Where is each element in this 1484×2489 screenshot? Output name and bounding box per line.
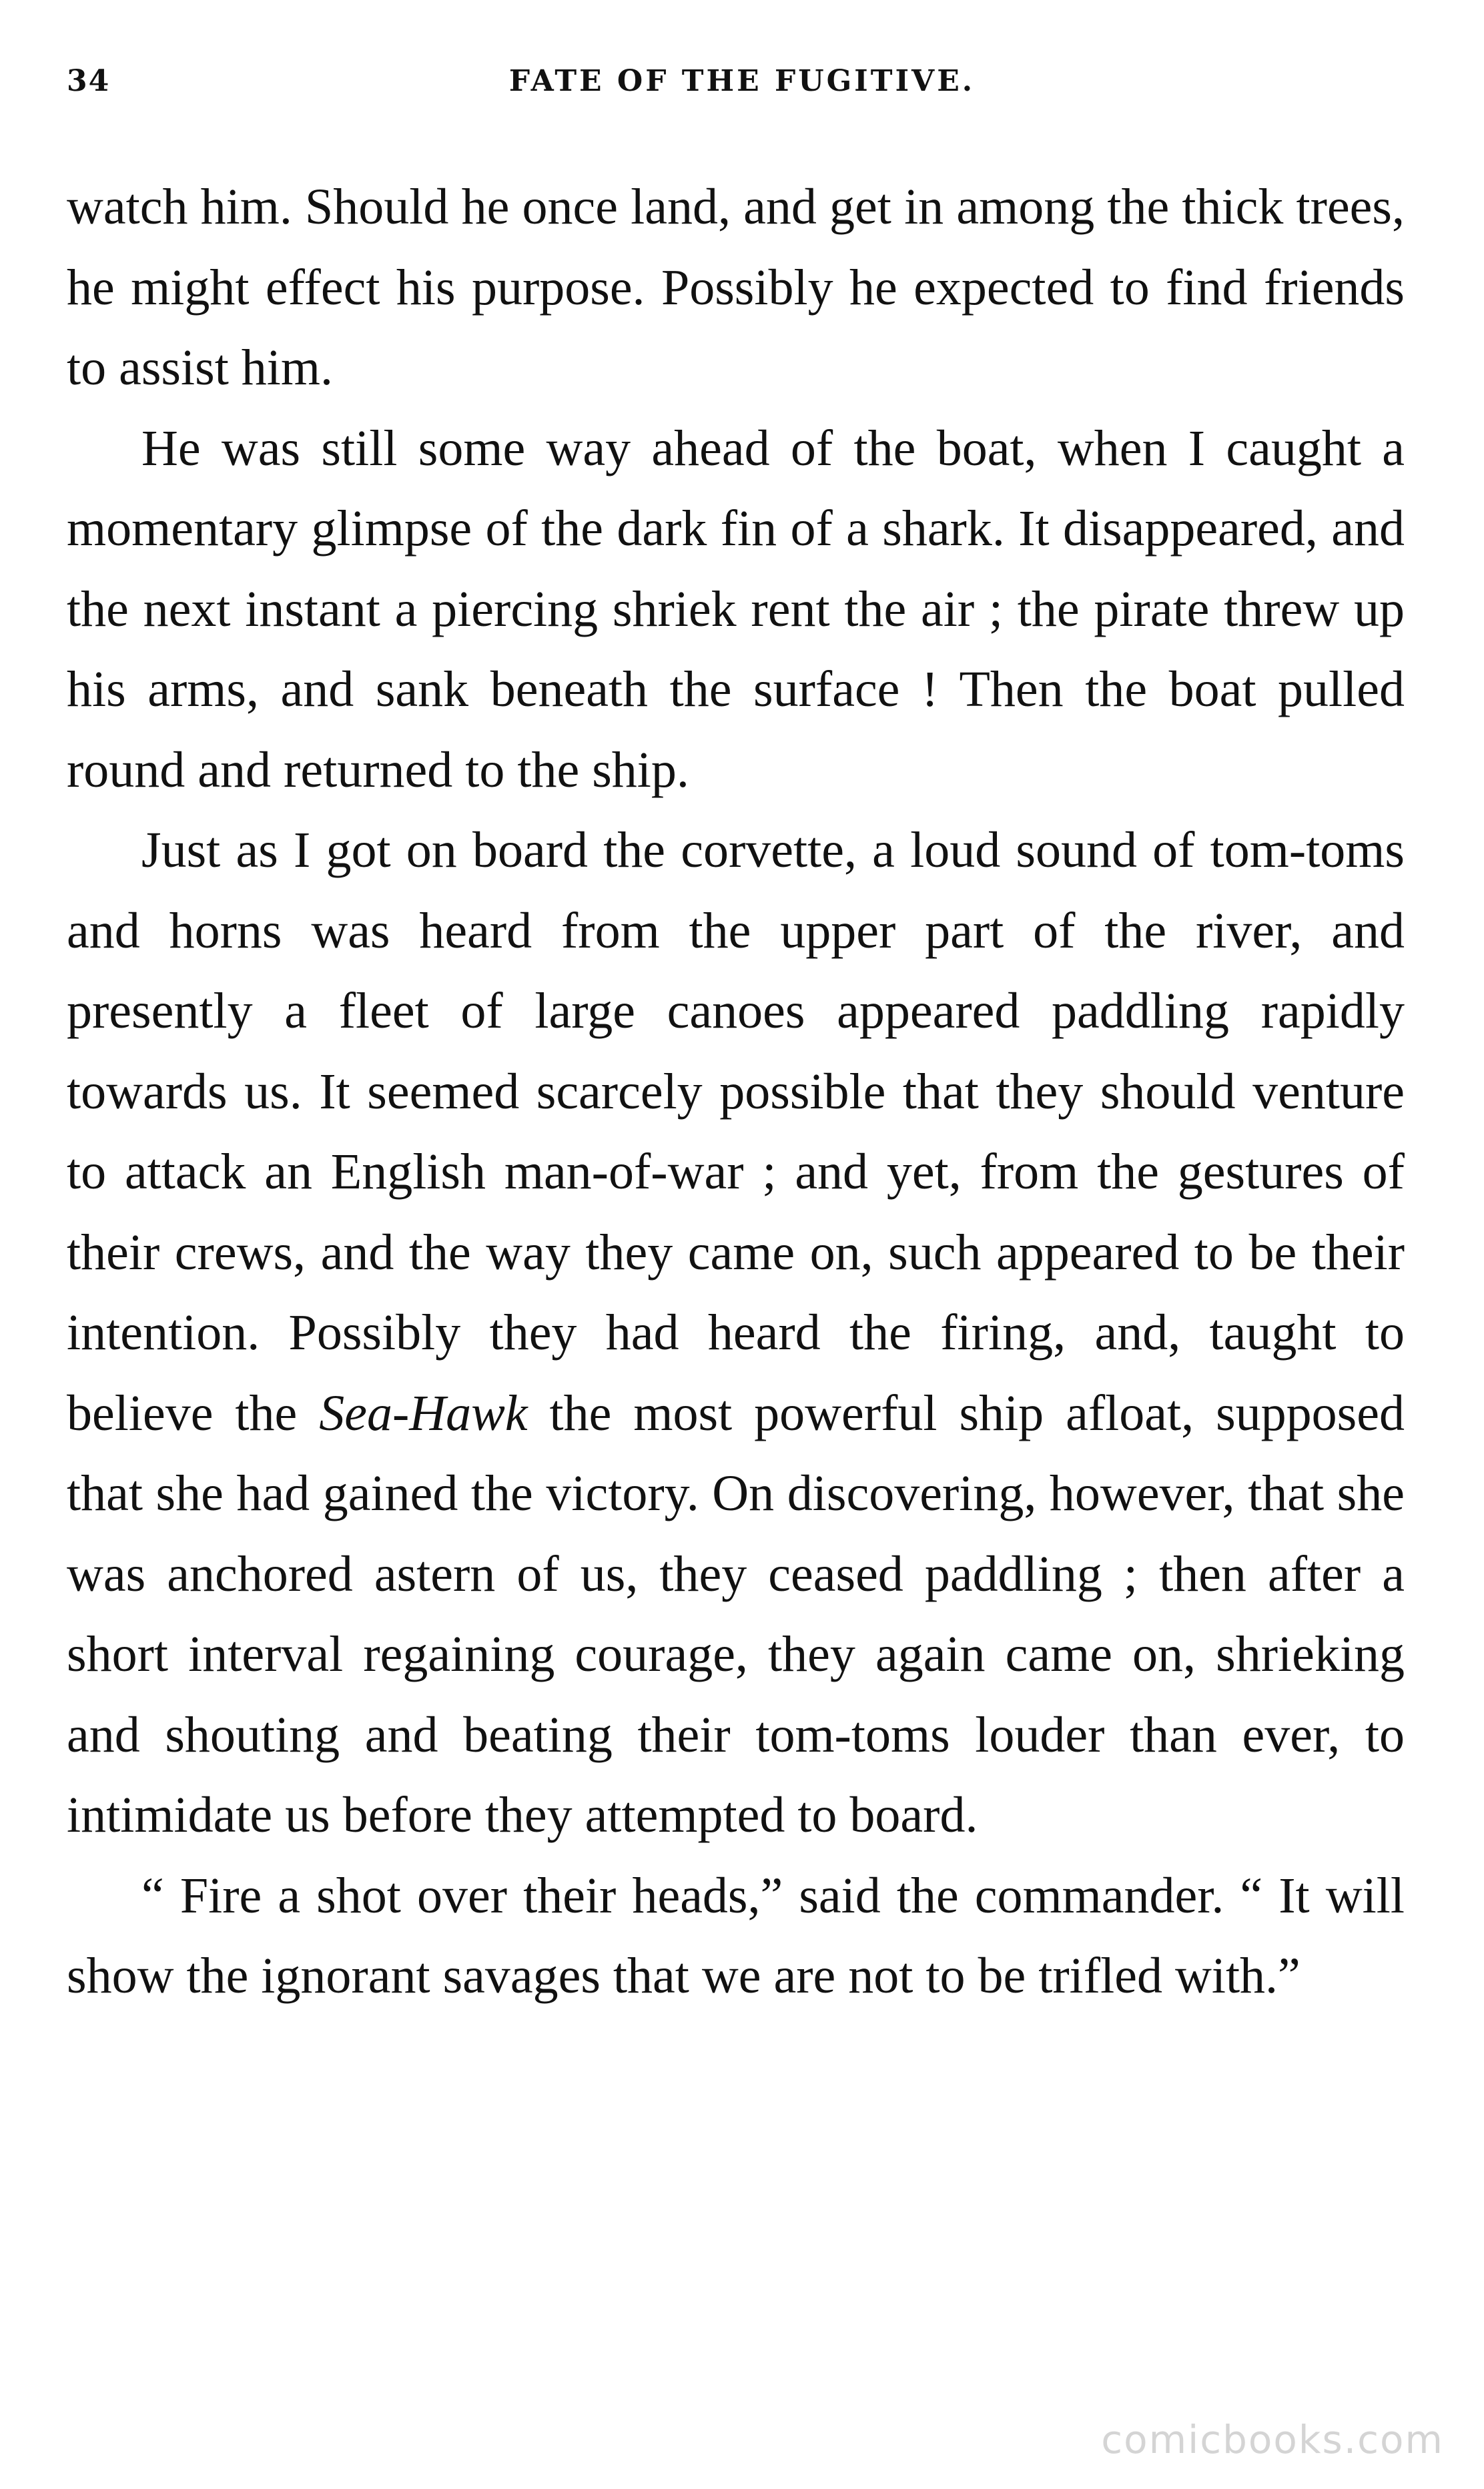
watermark: comicbooks.com <box>1101 2417 1444 2462</box>
paragraph-2: He was still some way ahead of the boat, when I caught a momentary glimpse of the dark fin of a shark. It disappeared, and the next instant a piercing shriek rent the air ; the pirate threw up his arms, and sank beneath the surface ! Then the boat pulled round and returned to the ship. <box>67 420 1405 798</box>
paragraph-3-part-2: the most powerful ship afloat, supposed that she had gained the victory. On discovering, however, that she was anchored astern of us, they ceased paddling ; then after a short interval regaining courage, they again came on, shrieking and shouting and beating their tom-toms louder than ever, to intimidate us before they attempted to board. <box>67 1385 1405 1843</box>
ship-name-italic: Sea-Hawk <box>319 1385 528 1441</box>
running-head: FATE OF THE FUGITIVE. <box>508 64 976 98</box>
page-number: 34 <box>67 64 111 98</box>
paragraph-3-part-1: Just as I got on board the corvette, a loud sound of tom-toms and horns was heard from the upper part of the river, and presently a fleet of large canoes appeared paddling rapidly towards us. It seemed scarcely possible that they should venture to attack an English man-of-war ; and yet, from the gestures of their crews, and the way they came on, such appeared to be their intention. Possibly they had heard the firing, and, taught to believe the <box>67 822 1405 1441</box>
page-header <box>67 64 1417 117</box>
body-text <box>67 167 1405 2017</box>
paragraph-3 <box>67 810 1405 1856</box>
paragraph-1: watch him. Should he once land, and get in among the thick trees, he might effect his purpose. Possibly he expected to find friends to assist him. <box>67 179 1405 396</box>
paragraph-4: “ Fire a shot over their heads,” said the commander. “ It will show the ignorant savages that we are not to be trifled with.” <box>67 1867 1405 2004</box>
